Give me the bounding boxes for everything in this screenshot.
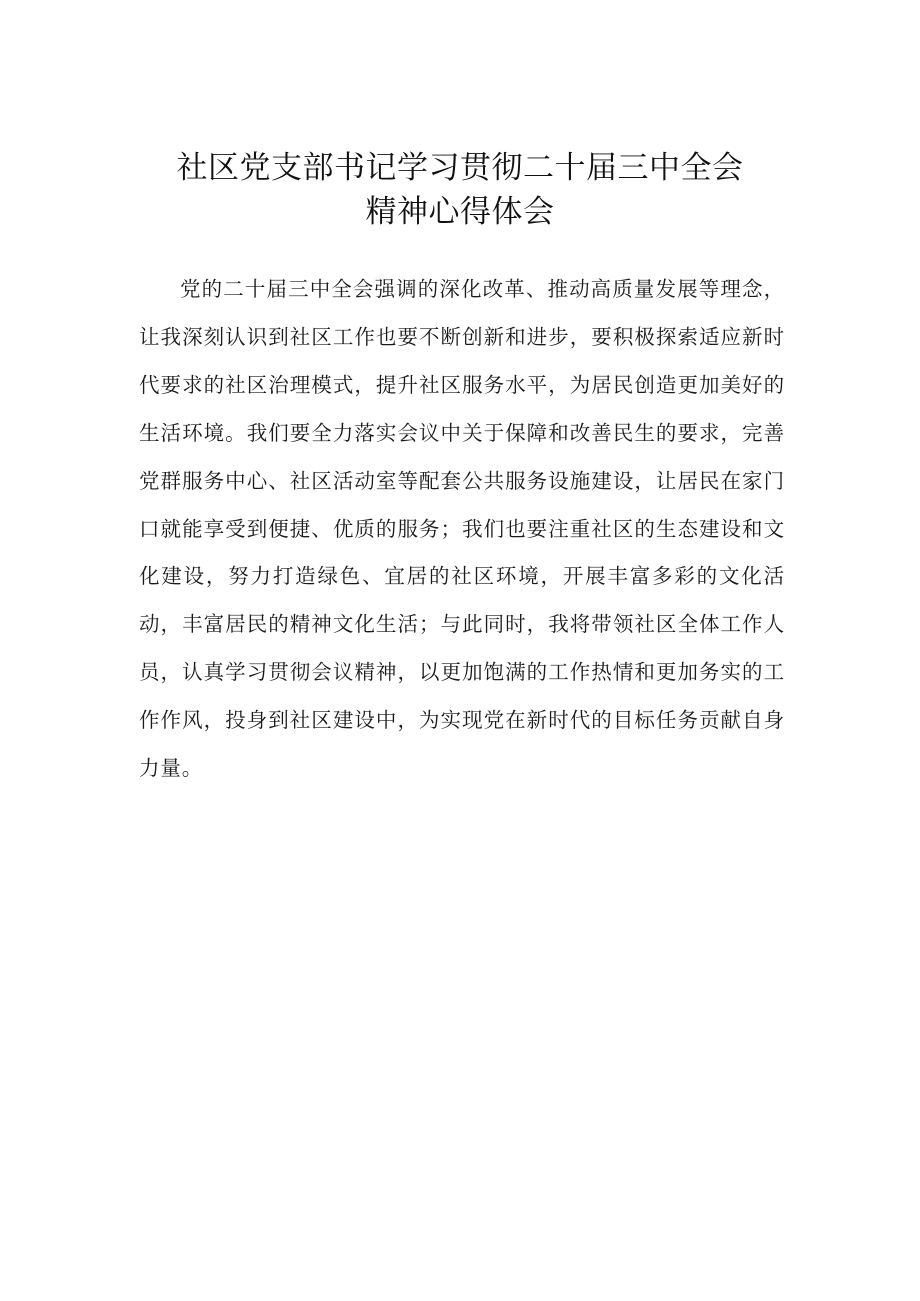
- title-line-1: 社区党支部书记学习贯彻二十届三中全会: [176, 150, 744, 186]
- title-line-2: 精神心得体会: [365, 194, 555, 230]
- document-title: [0, 146, 920, 234]
- body-paragraph: 党的二十届三中全会强调的深化改革、推动高质量发展等理念，让我深刻认识到社区工作也要不断创新和进步，要积极探索适应新时代要求的社区治理模式，提升社区服务水平，为居民创造更加美好的生活环境。我们要全力落实会议中关于保障和改善民生的要求，完善党群服务中心、社区活动室等配套公共服务设施建设，让居民在家门口就能享受到便捷、优质的服务；我们也要注重社区的生态建设和文化建设，努力打造绿色、宜居的社区环境，开展丰富多彩的文化活动，丰富居民的精神文化生活；与此同时，我将带领社区全体工作人员，认真学习贯彻会议精神，以更加饱满的工作热情和更加务实的工作作风，投身到社区建设中，为实现党在新时代的目标任务贡献自身力量。: [139, 277, 785, 781]
